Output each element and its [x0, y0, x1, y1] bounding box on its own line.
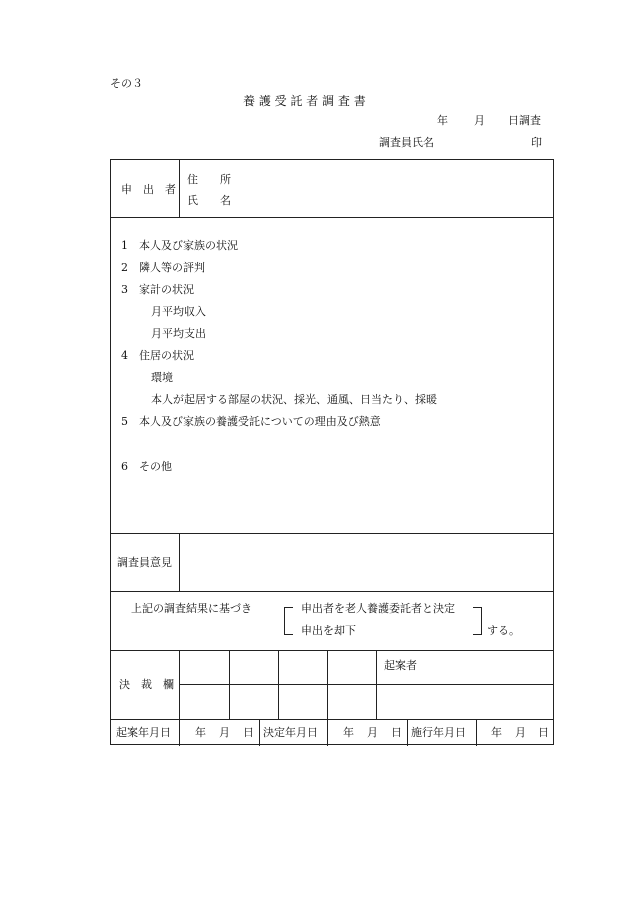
part-label: その３: [110, 77, 143, 90]
address-label: 住 所: [187, 173, 231, 186]
col-divider: [179, 650, 180, 719]
col-divider: [179, 533, 180, 591]
item-neighbor-reputation: 2 隣人等の評判: [121, 261, 205, 274]
enforcement-date-year: 年: [491, 726, 502, 739]
draft-date-year: 年: [195, 726, 206, 739]
investigator-label: 調査員氏名: [379, 136, 434, 149]
approval-mid-divider: [179, 684, 553, 685]
col-divider: [179, 719, 180, 746]
row-divider: [111, 719, 553, 720]
item-other: 6 その他: [121, 460, 172, 473]
decision-option-reject: 申出を却下: [301, 624, 356, 637]
col-divider: [407, 719, 408, 746]
survey-month: 月: [474, 114, 485, 127]
decision-date-label: 決定年月日: [263, 726, 318, 739]
drafter-label: 起案者: [384, 659, 417, 672]
item-housing-status: 4 住居の状況: [121, 349, 194, 362]
decision-date-day: 日: [391, 726, 402, 739]
enforcement-date-month: 月: [515, 726, 526, 739]
item-monthly-income: 月平均収入: [151, 305, 206, 318]
survey-form: [110, 159, 554, 745]
seal-mark: 印: [531, 136, 542, 149]
decision-basis: 上記の調査結果に基づき: [131, 602, 252, 615]
col-divider: [259, 719, 260, 746]
right-bracket: [473, 607, 482, 635]
row-divider: [111, 533, 553, 534]
enforcement-date-label: 施行年月日: [411, 726, 466, 739]
item-environment: 環境: [151, 371, 173, 384]
opinion-label: 調査員意見: [117, 556, 172, 569]
col-divider: [327, 719, 328, 746]
decision-date-year: 年: [343, 726, 354, 739]
item-room-condition: 本人が起居する部屋の状況、採光、通風、日当たり、採暖: [151, 393, 437, 406]
item-family-status: 1 本人及び家族の状況: [121, 239, 238, 252]
left-bracket: [284, 607, 293, 635]
col-divider: [278, 650, 279, 719]
draft-date-day: 日: [243, 726, 254, 739]
survey-day: 日調査: [508, 114, 541, 127]
col-divider: [476, 719, 477, 746]
document-title: 養 護 受 託 者 調 査 書: [243, 94, 366, 108]
decision-date-month: 月: [367, 726, 378, 739]
decision-suffix: する。: [487, 624, 520, 637]
item-monthly-expense: 月平均支出: [151, 327, 206, 340]
applicant-label: 申 出 者: [121, 183, 176, 196]
survey-year: 年: [437, 114, 448, 127]
decision-option-approve: 申出者を老人養護委託者と決定: [301, 602, 455, 615]
approval-label: 決 裁 欄: [119, 678, 174, 691]
draft-date-month: 月: [219, 726, 230, 739]
row-divider: [111, 217, 553, 218]
item-household-finance: 3 家計の状況: [121, 283, 194, 296]
row-divider: [111, 591, 553, 592]
enforcement-date-day: 日: [538, 726, 549, 739]
name-label: 氏 名: [187, 194, 231, 207]
col-divider: [179, 160, 180, 217]
draft-date-label: 起案年月日: [116, 726, 171, 739]
col-divider: [376, 650, 377, 719]
row-divider: [111, 650, 553, 651]
col-divider: [229, 650, 230, 719]
item-reason-enthusiasm: 5 本人及び家族の養護受託についての理由及び熱意: [121, 415, 381, 428]
col-divider: [327, 650, 328, 719]
